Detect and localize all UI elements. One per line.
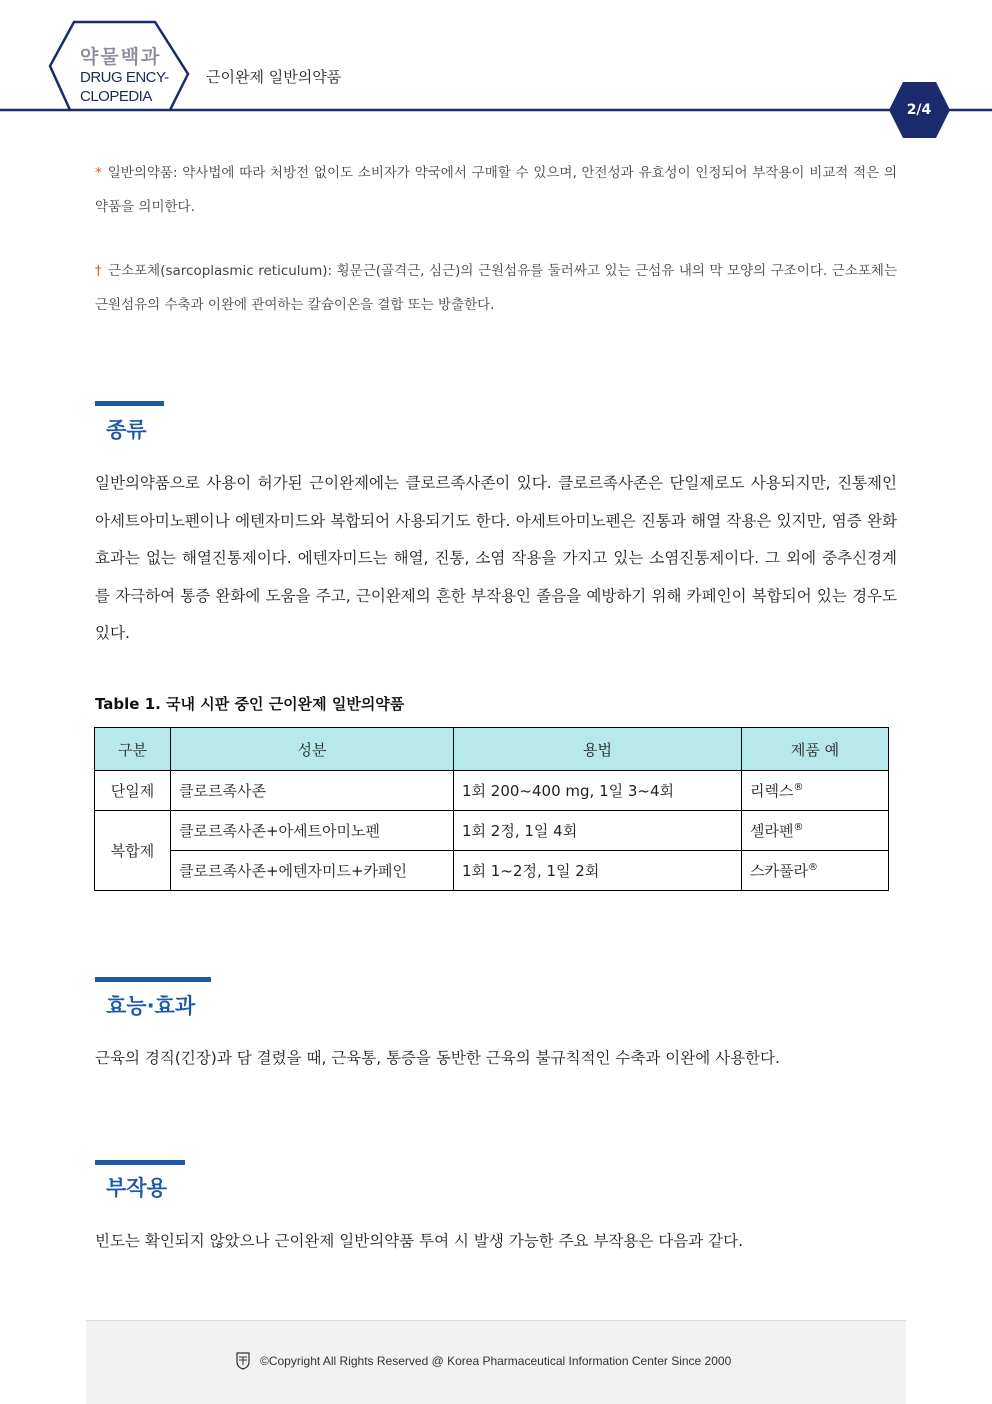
ingredient-cell: 클로르족사존+아세트아미노펜 [171, 811, 454, 851]
product-cell [742, 811, 889, 851]
registered-mark: ® [793, 782, 804, 793]
product-name: 셀라펜 [750, 822, 794, 840]
category-cell: 단일제 [95, 771, 171, 811]
footnote-sarcoplasmic-text: 근소포체(sarcoplasmic reticulum): 횡문근(골격근, 심근)의 근원섬유를 둘러싸고 있는 근섬유 내의 막 모양의 구조이다. 근소포체는 근원섬유의 수축과 이완에 관여하는 칼슘이온을 결합 또는 방출한다. [95, 263, 897, 313]
header-product: 제품 예 [742, 728, 889, 771]
section-body-side-effects: 빈도는 확인되지 않았으나 근이완제 일반의약품 투여 시 발생 가능한 주요 부작용은 다음과 같다. [95, 1232, 744, 1250]
dagger-mark: † [95, 263, 103, 279]
section-title-side-effects: 부작용 [106, 1176, 167, 1200]
logo-english-line2: CLOPEDIA [80, 88, 152, 105]
footnote-otc [95, 156, 897, 224]
header-dosage: 용법 [454, 728, 742, 771]
product-name: 스카풀라 [750, 862, 808, 880]
drug-table [94, 727, 889, 891]
asterisk-mark: * [95, 165, 102, 181]
dosage-cell: 1회 2정, 1일 4회 [454, 811, 742, 851]
section-body-types: 일반의약품으로 사용이 허가된 근이완제에는 클로르족사존이 있다. 클로르족사존은 단일제로도 사용되지만, 진통제인 아세트아미노펜이나 에텐자미드와 복합되어 사용되기도 한다. 아세트아미노펜은 진통과 해열 작용은 있지만, 염증 완화 효과는 없는 해열진통제이다. 에텐자미드는 해열, 진통, 소염 작용을 가지고 있는 소염진통제이다. 그 외에 중추신경계를 자극하여 통증 완화에 도움을 주고, 근이완제의 흔한 부작용인 졸음을 예방하기 위해 카페인이 복합되어 있는 경우도 있다. [95, 474, 897, 642]
header-ingredient: 성분 [171, 728, 454, 771]
kpic-emblem-icon [236, 1352, 250, 1370]
ingredient-cell: 클로르족사존 [171, 771, 454, 811]
page-header [0, 0, 992, 140]
section-body-efficacy: 근육의 경직(긴장)과 담 결렸을 때, 근육통, 통증을 동반한 근육의 불규칙적인 수축과 이완에 사용한다. [95, 1049, 780, 1067]
registered-mark: ® [807, 862, 818, 873]
section-bar-side-effects [95, 1160, 185, 1165]
section-bar-efficacy [95, 977, 211, 982]
header-category: 구분 [95, 728, 171, 771]
logo-korean: 약물백과 [80, 46, 162, 68]
table-row [95, 851, 889, 891]
table-row [95, 771, 889, 811]
section-title-types: 종류 [106, 418, 147, 442]
product-cell [742, 851, 889, 891]
footnote-otc-text: 일반의약품: 약사법에 따라 처방전 없이도 소비자가 약국에서 구매할 수 있으며, 안전성과 유효성이 인정되어 부작용이 비교적 적은 의약품을 의미한다. [95, 165, 897, 215]
document-title: 근이완제 일반의약품 [206, 68, 342, 86]
registered-mark: ® [793, 822, 804, 833]
copyright-text: ©Copyright All Rights Reserved @ Korea Pharmaceutical Information Center Since 2000 [260, 1354, 732, 1368]
table-header-row [95, 728, 889, 771]
table-row [95, 811, 889, 851]
table-caption: Table 1. 국내 시판 중인 근이완제 일반의약품 [95, 695, 405, 713]
section-bar-types [95, 401, 164, 406]
category-cell: 복합제 [95, 811, 171, 891]
section-title-efficacy: 효능·효과 [106, 994, 196, 1018]
logo-english [80, 68, 169, 106]
dosage-cell: 1회 200~400 mg, 1일 3~4회 [454, 771, 742, 811]
product-name: 리렉스 [750, 782, 794, 800]
ingredient-cell: 클로르족사존+에텐자미드+카페인 [171, 851, 454, 891]
footnote-sarcoplasmic [95, 254, 897, 322]
product-cell [742, 771, 889, 811]
page-number: 2/4 [906, 102, 932, 118]
logo-english-line1: DRUG ENCY- [80, 69, 169, 86]
dosage-cell: 1회 1~2정, 1일 2회 [454, 851, 742, 891]
